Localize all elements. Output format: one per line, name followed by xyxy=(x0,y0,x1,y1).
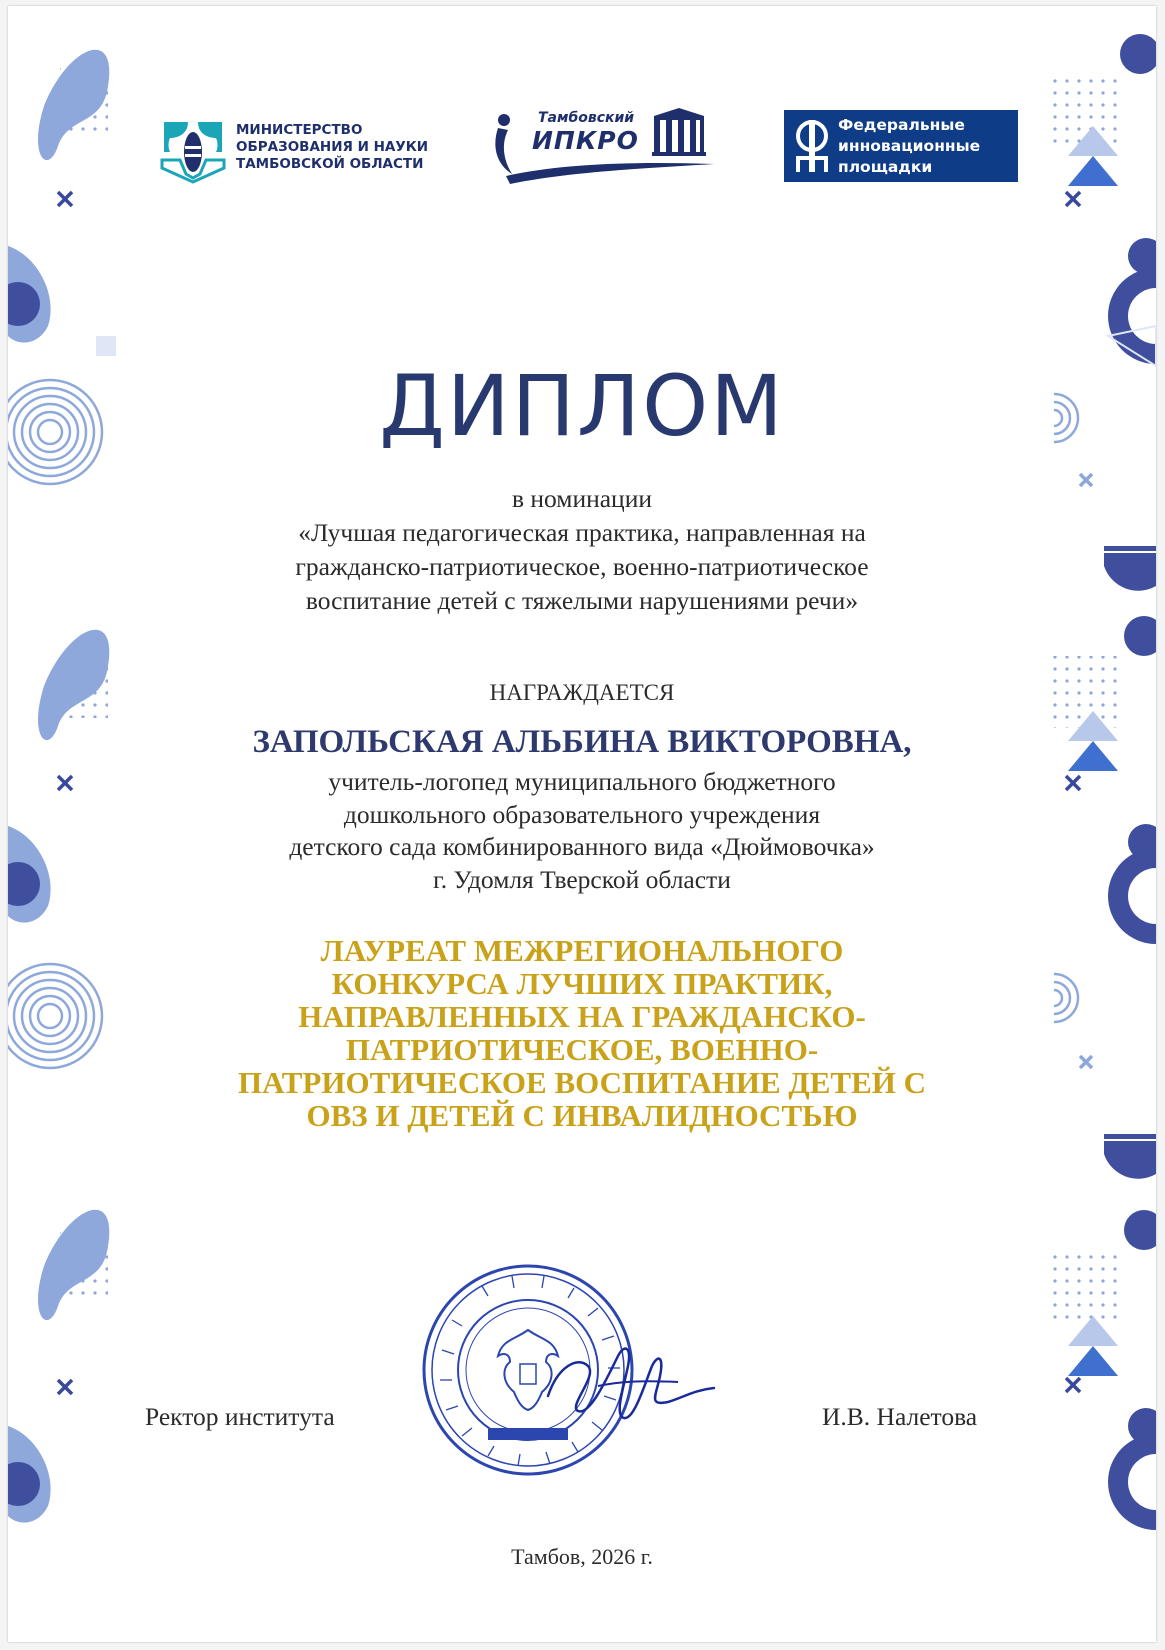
laureate-line: ЛАУРЕАТ МЕЖРЕГИОНАЛЬНОГО xyxy=(320,933,844,968)
fip-name xyxy=(838,115,980,178)
laureate-line: НАПРАВЛЕННЫХ НА ГРАЖДАНСКО- xyxy=(298,999,866,1034)
diploma-title: ДИПЛОМ xyxy=(379,357,785,455)
diploma-page xyxy=(8,6,1156,1642)
signer-title: Ректор института xyxy=(145,1402,335,1431)
ministry-logo xyxy=(158,112,448,184)
laureate-line: ПАТРИОТИЧЕСКОЕ ВОСПИТАНИЕ ДЕТЕЙ С xyxy=(237,1065,927,1100)
ministry-name xyxy=(236,122,428,173)
recipient-position xyxy=(8,766,1156,896)
fip-line: Федеральные xyxy=(838,116,965,134)
nomination-line: в номинации xyxy=(511,484,652,513)
ministry-line: МИНИСТЕРСТВО xyxy=(236,122,363,138)
recipient-name: ЗАПОЛЬСКАЯ АЛЬБИНА ВИКТОРОВНА, xyxy=(252,724,912,760)
ipkro-title: ИПКРО xyxy=(532,126,639,155)
position-line: детского сада комбинированного вида «Дюймовочка» xyxy=(289,832,875,861)
laureate-line: ОВЗ И ДЕТЕЙ С ИНВАЛИДНОСТЬЮ xyxy=(306,1098,858,1133)
ministry-line: ТАМБОВСКОЙ ОБЛАСТИ xyxy=(236,156,424,172)
laureate-text xyxy=(8,934,1156,1132)
nomination-line: воспитание детей с тяжелыми нарушениями речи» xyxy=(305,586,859,615)
fip-logo xyxy=(784,110,1018,182)
nomination-text xyxy=(8,482,1156,618)
nomination-line: гражданско-патриотическое, военно-патриотическое xyxy=(295,552,869,581)
position-line: г. Удомля Тверской области xyxy=(433,864,731,894)
ipkro-logo xyxy=(488,106,728,186)
awarded-label: НАГРАЖДАЕТСЯ xyxy=(489,680,675,705)
ministry-emblem-icon xyxy=(158,112,228,184)
ipkro-subtitle: Тамбовский xyxy=(538,110,635,126)
laureate-line: КОНКУРСА ЛУЧШИХ ПРАКТИК, xyxy=(331,966,833,1001)
signer-name: И.В. Налетова xyxy=(822,1402,978,1431)
position-line: дошкольного образовательного учреждения xyxy=(343,799,821,829)
laureate-line: ПАТРИОТИЧЕСКОЕ, ВОЕННО- xyxy=(345,1032,819,1067)
header-logos xyxy=(8,106,1156,196)
city-year: Тамбов, 2026 г. xyxy=(511,1544,653,1569)
signature-icon xyxy=(528,1326,718,1436)
position-line: учитель-логопед муниципального бюджетного xyxy=(328,767,836,796)
nomination-line: «Лучшая педагогическая практика, направленная на xyxy=(298,518,866,547)
fip-line: инновационные xyxy=(838,137,981,155)
ministry-line: ОБРАЗОВАНИЯ И НАУКИ xyxy=(236,139,429,155)
fip-line: площадки xyxy=(838,158,933,176)
fip-emblem-icon xyxy=(792,118,832,174)
